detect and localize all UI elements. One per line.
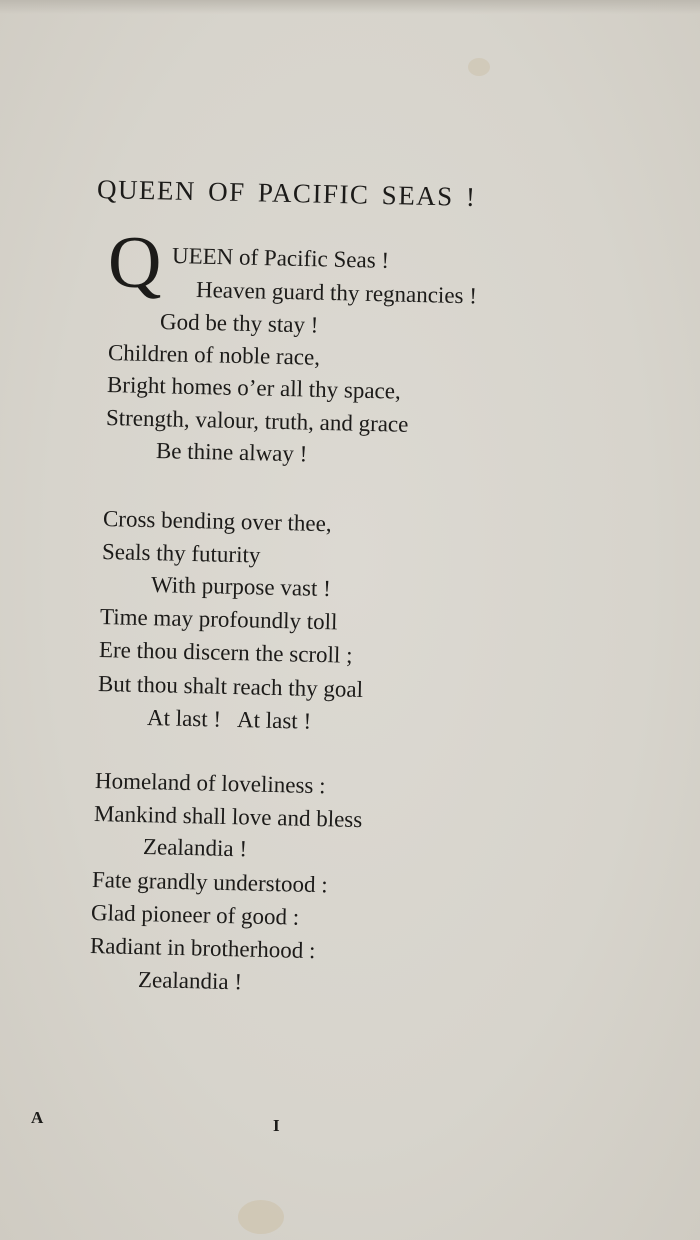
- poem-line: Seals thy futurity: [101, 539, 261, 568]
- poem-line: Bright homes o’er all thy space,: [106, 372, 402, 404]
- poem-line: UEEN of Pacific Seas !: [171, 243, 390, 273]
- poem-line: Radiant in brotherhood :: [89, 933, 316, 964]
- poem-line: Strength, valour, truth, and grace: [105, 405, 409, 437]
- poem-line: Time may profoundly toll: [99, 604, 338, 635]
- poem-title: QUEEN OF PACIFIC SEAS !: [96, 174, 477, 212]
- poem-line: Heaven guard thy regnancies !: [195, 277, 478, 309]
- poem-line: Zealandia !: [142, 834, 248, 862]
- poem-line: Glad pioneer of good :: [90, 900, 300, 930]
- poem-line: At last ! At last !: [146, 705, 312, 734]
- poem-line: Children of noble race,: [107, 340, 321, 370]
- poem-line: With purpose vast !: [150, 572, 332, 602]
- poem-line: Fate grandly understood :: [91, 867, 328, 898]
- poem-line: Cross bending over thee,: [102, 506, 332, 537]
- poem-line: Mankind shall love and bless: [93, 801, 363, 833]
- paper-stain: [238, 1200, 284, 1234]
- poem-line: Homeland of loveliness :: [94, 768, 326, 799]
- poem-line: But thou shalt reach thy goal: [97, 671, 364, 703]
- drop-cap: Q: [108, 222, 162, 304]
- page-top-edge: [0, 0, 700, 14]
- poem-line: Zealandia !: [137, 967, 243, 995]
- paper-stain: [468, 58, 490, 76]
- poem-line: Be thine alway !: [155, 438, 308, 467]
- poem-line: God be thy stay !: [159, 309, 319, 338]
- page-number: I: [273, 1116, 280, 1135]
- poem-line: Ere thou discern the scroll ;: [98, 637, 353, 668]
- signature-mark: A: [31, 1108, 44, 1127]
